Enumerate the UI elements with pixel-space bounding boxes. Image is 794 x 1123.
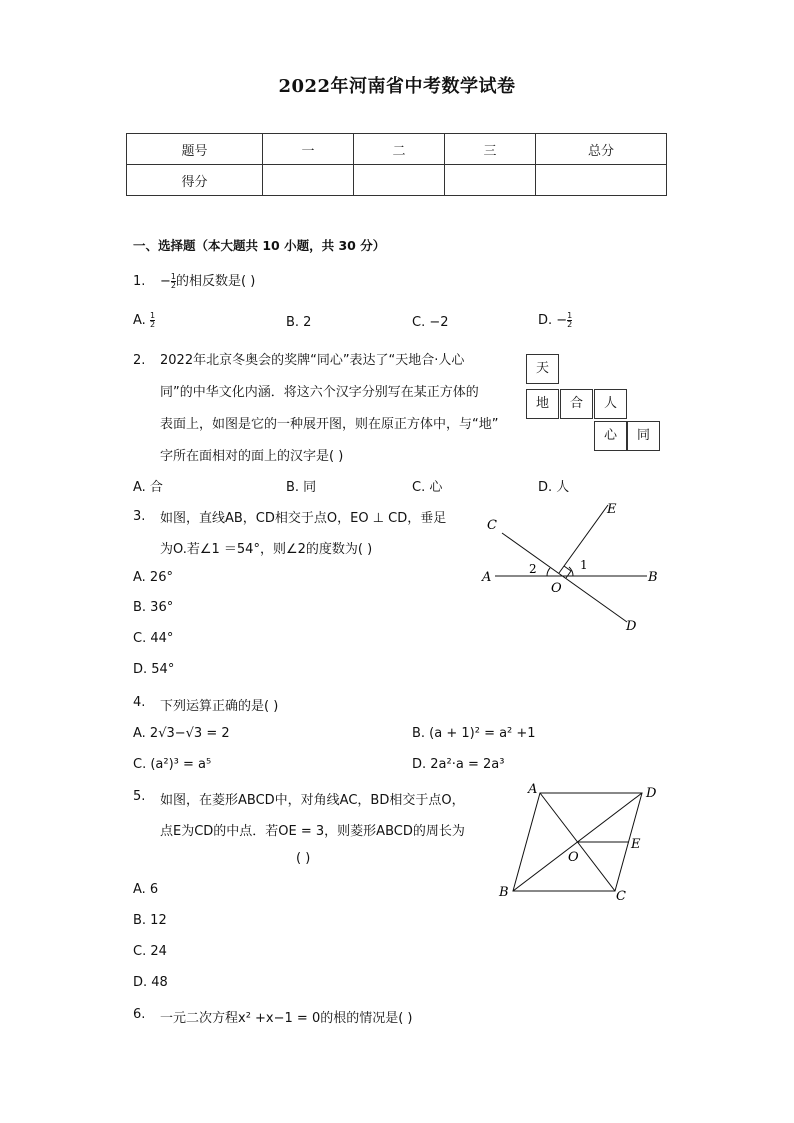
question-number: 4. [133, 695, 146, 710]
header-cell: 题号 [127, 134, 263, 165]
option-b: B. (a + 1)² = a² +1 [412, 726, 536, 741]
label-e: E [631, 837, 641, 852]
score-table-header-row [127, 134, 667, 165]
question-2-line: 2022年北京冬奥会的奖牌“同心”表达了“天地合·人心 [160, 353, 465, 368]
net-face: 心 [594, 421, 627, 451]
label-c: C [487, 518, 497, 533]
question-2-line: 字所在面相对的面上的汉字是( ) [160, 449, 344, 464]
option-label: D. − [538, 313, 568, 328]
numerator: 1 [567, 311, 573, 320]
label-angle-2: 2 [529, 562, 537, 576]
label-o: O [551, 581, 562, 596]
option-a: A. 2√3−√3 = 2 [133, 726, 230, 741]
label-angle-1: 1 [580, 558, 588, 572]
net-face: 人 [594, 389, 627, 419]
option-b: B. 12 [133, 913, 167, 928]
option-b: B. 同 [286, 480, 317, 495]
option-b: B. 36° [133, 600, 174, 615]
score-cell [263, 165, 354, 196]
fraction [150, 312, 155, 329]
fraction [567, 312, 572, 329]
angle-2-arc [547, 568, 550, 576]
label-c: C [616, 889, 626, 904]
section-heading: 一、选择题（本大题共 10 小题，共 30 分） [133, 238, 386, 253]
score-cell [445, 165, 536, 196]
stem-text: 的相反数是( ) [176, 274, 256, 289]
header-cell: 二 [354, 134, 445, 165]
option-c: C. −2 [412, 315, 449, 330]
net-face: 地 [526, 389, 559, 419]
question-3-line: 如图，直线AB，CD相交于点O，EO ⊥ CD，垂足 [160, 511, 447, 526]
option-d: D. 人 [538, 480, 570, 495]
question-number: 2. [133, 353, 146, 368]
header-cell: 总分 [536, 134, 667, 165]
net-face: 同 [627, 421, 660, 451]
minus-sign: − [160, 274, 171, 289]
question-4-stem: 下列运算正确的是( ) [160, 699, 279, 714]
angle-diagram [475, 495, 675, 640]
score-cell [536, 165, 667, 196]
option-c: C. 24 [133, 944, 167, 959]
question-2-line: 表面上，如图是它的一种展开图，则在原正方体中，与“地” [160, 417, 499, 432]
label-d: D [646, 786, 657, 801]
question-number: 6. [133, 1007, 146, 1022]
numerator: 1 [149, 311, 156, 320]
option-label: A. [133, 313, 146, 328]
header-cell: 一 [263, 134, 354, 165]
question-5-line: 如图，在菱形ABCD中，对角线AC，BD相交于点O， [160, 793, 465, 808]
question-1-stem [160, 270, 255, 290]
page-title: 2022年河南省中考数学试卷 [278, 76, 516, 97]
rhombus-diagram [490, 780, 670, 905]
denominator: 2 [149, 320, 156, 329]
label-b: B [648, 570, 658, 585]
question-6-stem: 一元二次方程x² +x−1 = 0的根的情况是( ) [160, 1011, 413, 1026]
option-d [538, 312, 572, 329]
option-a: A. 6 [133, 882, 159, 897]
score-table-score-row [127, 165, 667, 196]
option-a: A. 合 [133, 480, 163, 495]
net-face: 天 [526, 354, 559, 384]
numerator: 1 [170, 272, 176, 281]
label-d: D [626, 619, 637, 634]
question-5-line: 点E为CD的中点．若OE = 3，则菱形ABCD的周长为 [160, 824, 465, 839]
denominator: 2 [170, 281, 176, 290]
score-cell [354, 165, 445, 196]
label-a: A [528, 782, 538, 797]
option-c: C. (a²)³ = a⁵ [133, 757, 212, 772]
question-number: 5. [133, 789, 146, 804]
label-e: E [607, 502, 617, 517]
option-a [133, 312, 155, 329]
option-d: D. 54° [133, 662, 175, 677]
option-c: C. 44° [133, 631, 174, 646]
question-number: 1. [133, 274, 146, 289]
option-c: C. 心 [412, 480, 443, 495]
label-a: A [482, 570, 492, 585]
label-b: B [499, 885, 509, 900]
question-5-line: ( ) [296, 851, 311, 866]
score-table [126, 133, 667, 196]
question-2-line: 同”的中华文化内涵．将这六个汉字分别写在某正方体的 [160, 385, 479, 400]
question-number: 3. [133, 509, 146, 524]
option-d: D. 2a²·a = 2a³ [412, 757, 505, 772]
net-face: 合 [560, 389, 593, 419]
header-cell: 三 [445, 134, 536, 165]
line-cd [502, 533, 627, 622]
label-o: O [568, 850, 579, 865]
option-a: A. 26° [133, 570, 173, 585]
option-d: D. 48 [133, 975, 168, 990]
row-label: 得分 [127, 165, 263, 196]
option-b: B. 2 [286, 315, 312, 330]
denominator: 2 [567, 320, 573, 329]
question-3-line: 为O.若∠1 ＝54°，则∠2的度数为( ) [160, 542, 373, 557]
